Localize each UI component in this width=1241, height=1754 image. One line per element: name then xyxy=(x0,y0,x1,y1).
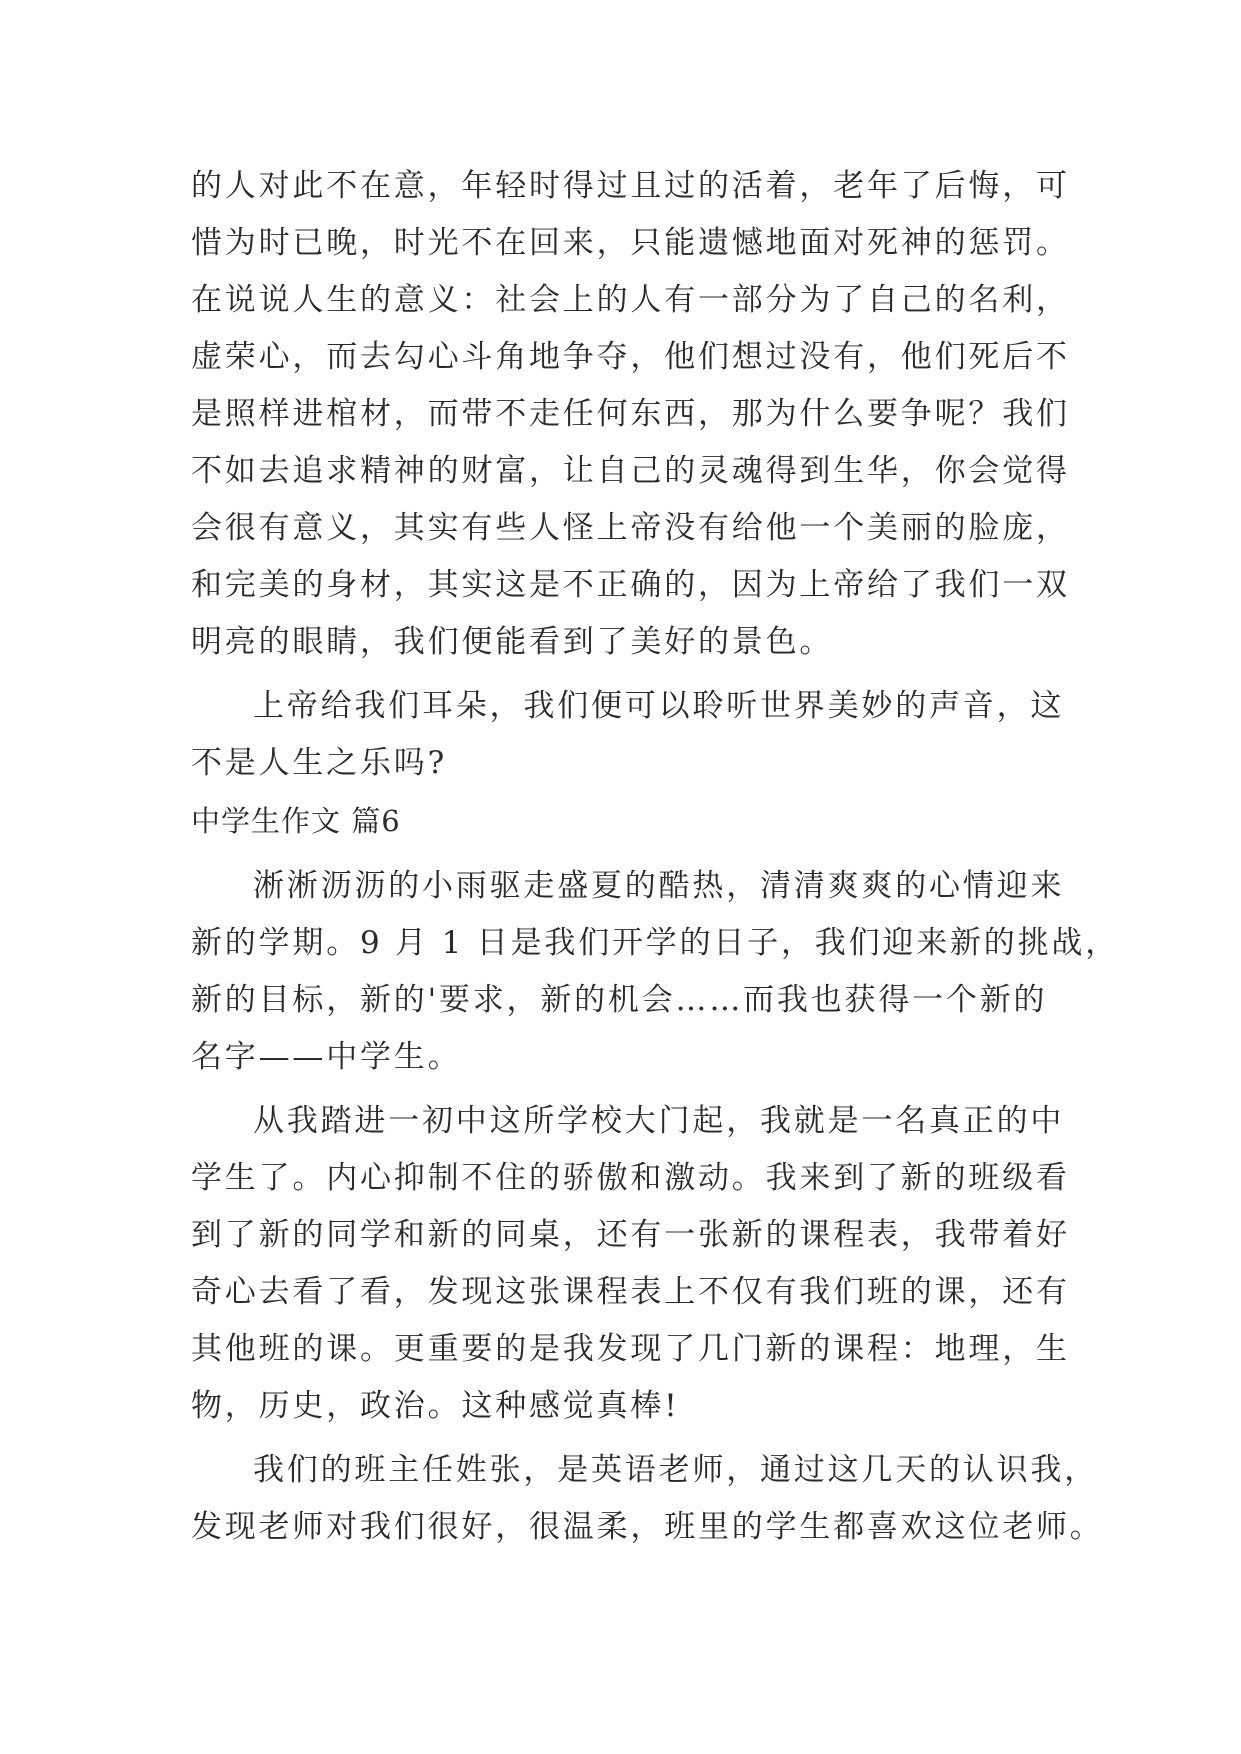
text-line-17: 学生了。内心抑制不住的骄傲和激动。我来到了新的班级看 xyxy=(191,1160,1070,1196)
text-line-11: 不是人生之乐吗? xyxy=(191,745,448,781)
text-line-12: 淅淅沥沥的小雨驱走盛夏的酷热，清清爽爽的心情迎来 xyxy=(253,868,1065,904)
text-line-2: 惜为时已晚，时光不在回来，只能遗憾地面对死神的惩罚。 xyxy=(191,225,1070,261)
text-line-18: 到了新的同学和新的同桌，还有一张新的课程表，我带着好 xyxy=(191,1217,1070,1253)
text-line-1: 的人对此不在意，年轻时得过且过的活着，老年了后悔，可 xyxy=(191,168,1070,204)
section-heading: 中学生作文 篇6 xyxy=(191,804,401,838)
text-line-4: 虚荣心，而去勾心斗角地争夺，他们想过没有，他们死后不 xyxy=(191,339,1070,375)
text-line-9: 明亮的眼睛，我们便能看到了美好的景色。 xyxy=(191,624,834,660)
text-line-5: 是照样进棺材，而带不走任何东西，那为什么要争呢？我们 xyxy=(191,396,1070,432)
text-line-10: 上帝给我们耳朵，我们便可以聆听世界美妙的声音，这 xyxy=(253,688,1065,724)
text-line-16: 从我踏进一初中这所学校大门起，我就是一名真正的中 xyxy=(253,1103,1065,1139)
text-line-15: 名字——中学生。 xyxy=(191,1039,462,1075)
text-line-23: 发现老师对我们很好，很温柔，班里的学生都喜欢这位老师。 xyxy=(191,1509,1104,1545)
text-line-19: 奇心去看了看，发现这张课程表上不仅有我们班的课，还有 xyxy=(191,1274,1070,1310)
text-line-6: 不如去追求精神的财富，让自己的灵魂得到生华，你会觉得 xyxy=(191,453,1070,489)
text-line-8: 和完美的身材，其实这是不正确的，因为上帝给了我们一双 xyxy=(191,567,1070,603)
text-line-13: 新的学期。9 月 1 日是我们开学的日子，我们迎来新的挑战， xyxy=(191,925,1120,961)
text-line-21: 物，历史，政治。这种感觉真棒! xyxy=(191,1388,680,1424)
text-line-3: 在说说人生的意义：社会上的人有一部分为了自己的名利， xyxy=(191,282,1070,318)
text-line-22: 我们的班主任姓张，是英语老师，通过这几天的认识我， xyxy=(253,1452,1098,1488)
text-line-20: 其他班的课。更重要的是我发现了几门新的课程：地理，生 xyxy=(191,1331,1070,1367)
text-line-14: 新的目标，新的'要求，新的机会……而我也获得一个新的 xyxy=(191,982,1048,1018)
text-line-7: 会很有意义，其实有些人怪上帝没有给他一个美丽的脸庞， xyxy=(191,510,1070,546)
